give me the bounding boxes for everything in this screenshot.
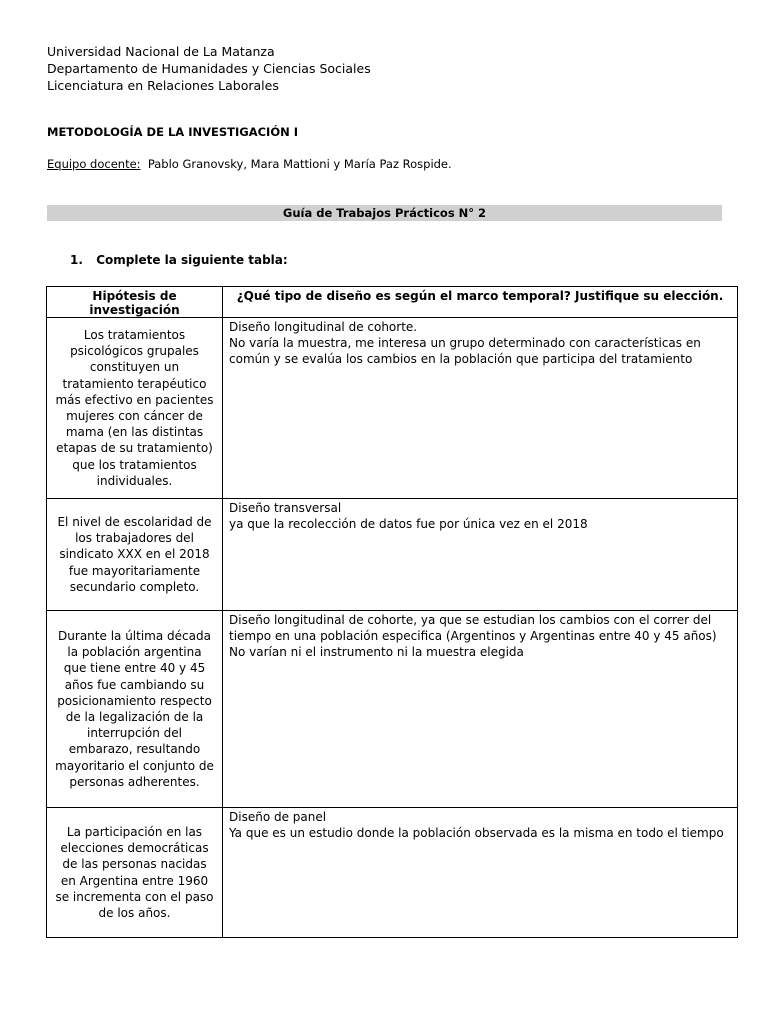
design-cell [223, 808, 738, 938]
column-header-hypothesis: Hipótesis de investigación [47, 287, 223, 318]
hypothesis-cell: Los tratamientos psicológicos grupales constituyen un tratamiento terapéutico más efectivo en pacientes mujeres con cáncer de mama (en las distintas etapas de su tratamiento) que los tratamientos individuales. [47, 318, 223, 499]
table-row [47, 499, 738, 611]
course-title: METODOLOGÍA DE LA INVESTIGACIÓN I [47, 125, 299, 139]
table-row [47, 318, 738, 499]
teaching-team-members: Pablo Granovsky, Mara Mattioni y María Paz Rospide. [147, 157, 452, 171]
instruction [70, 253, 288, 267]
design-justification: Ya que es un estudio donde la población observada es la misma en todo el tiempo [229, 826, 724, 841]
instruction-text: Complete la siguiente tabla: [96, 253, 288, 267]
design-type: Diseño longitudinal de cohorte. [229, 320, 418, 334]
guide-title: Guía de Trabajos Prácticos N° 2 [47, 205, 722, 221]
table-row [47, 611, 738, 808]
design-type: Diseño transversal [229, 501, 342, 515]
department-name: Departamento de Humanidades y Ciencias Sociales [47, 61, 371, 76]
design-type: Diseño longitudinal de cohorte, ya que se estudian los cambios con el correr del tiempo en una población especifica (Argentinos y Argentinas entre 40 y 45 años) No varían ni el instrumento ni la muestra elegida [229, 613, 717, 660]
teaching-team-label: Equipo docente: [47, 157, 141, 171]
column-header-design: ¿Qué tipo de diseño es según el marco temporal? Justifique su elección. [223, 287, 738, 318]
teaching-team [47, 157, 452, 171]
design-justification: No varía la muestra, me interesa un grupo determinado con características en común y se evalúa los cambios en la población que participa del tratamiento [229, 336, 701, 367]
design-type: Diseño de panel [229, 810, 327, 824]
instruction-number: 1. [70, 253, 83, 267]
hypothesis-cell: La participación en las elecciones democráticas de las personas nacidas en Argentina entre 1960 se incrementa con el paso de los años. [47, 808, 223, 938]
degree-name: Licenciatura en Relaciones Laborales [47, 78, 279, 93]
table-row [47, 808, 738, 938]
table-header-row [47, 287, 738, 318]
hypothesis-cell: El nivel de escolaridad de los trabajadores del sindicato XXX en el 2018 fue mayoritariamente secundario completo. [47, 499, 223, 611]
hypothesis-cell: Durante la última década la población argentina que tiene entre 40 y 45 años fue cambiando su posicionamiento respecto de la legalización de la interrupción del embarazo, resultando mayoritario el conjunto de personas adherentes. [47, 611, 223, 808]
design-cell [223, 611, 738, 808]
university-name: Universidad Nacional de La Matanza [47, 44, 275, 59]
hypothesis-table [46, 286, 738, 938]
design-cell [223, 318, 738, 499]
design-cell [223, 499, 738, 611]
design-justification: ya que la recolección de datos fue por única vez en el 2018 [229, 517, 588, 532]
